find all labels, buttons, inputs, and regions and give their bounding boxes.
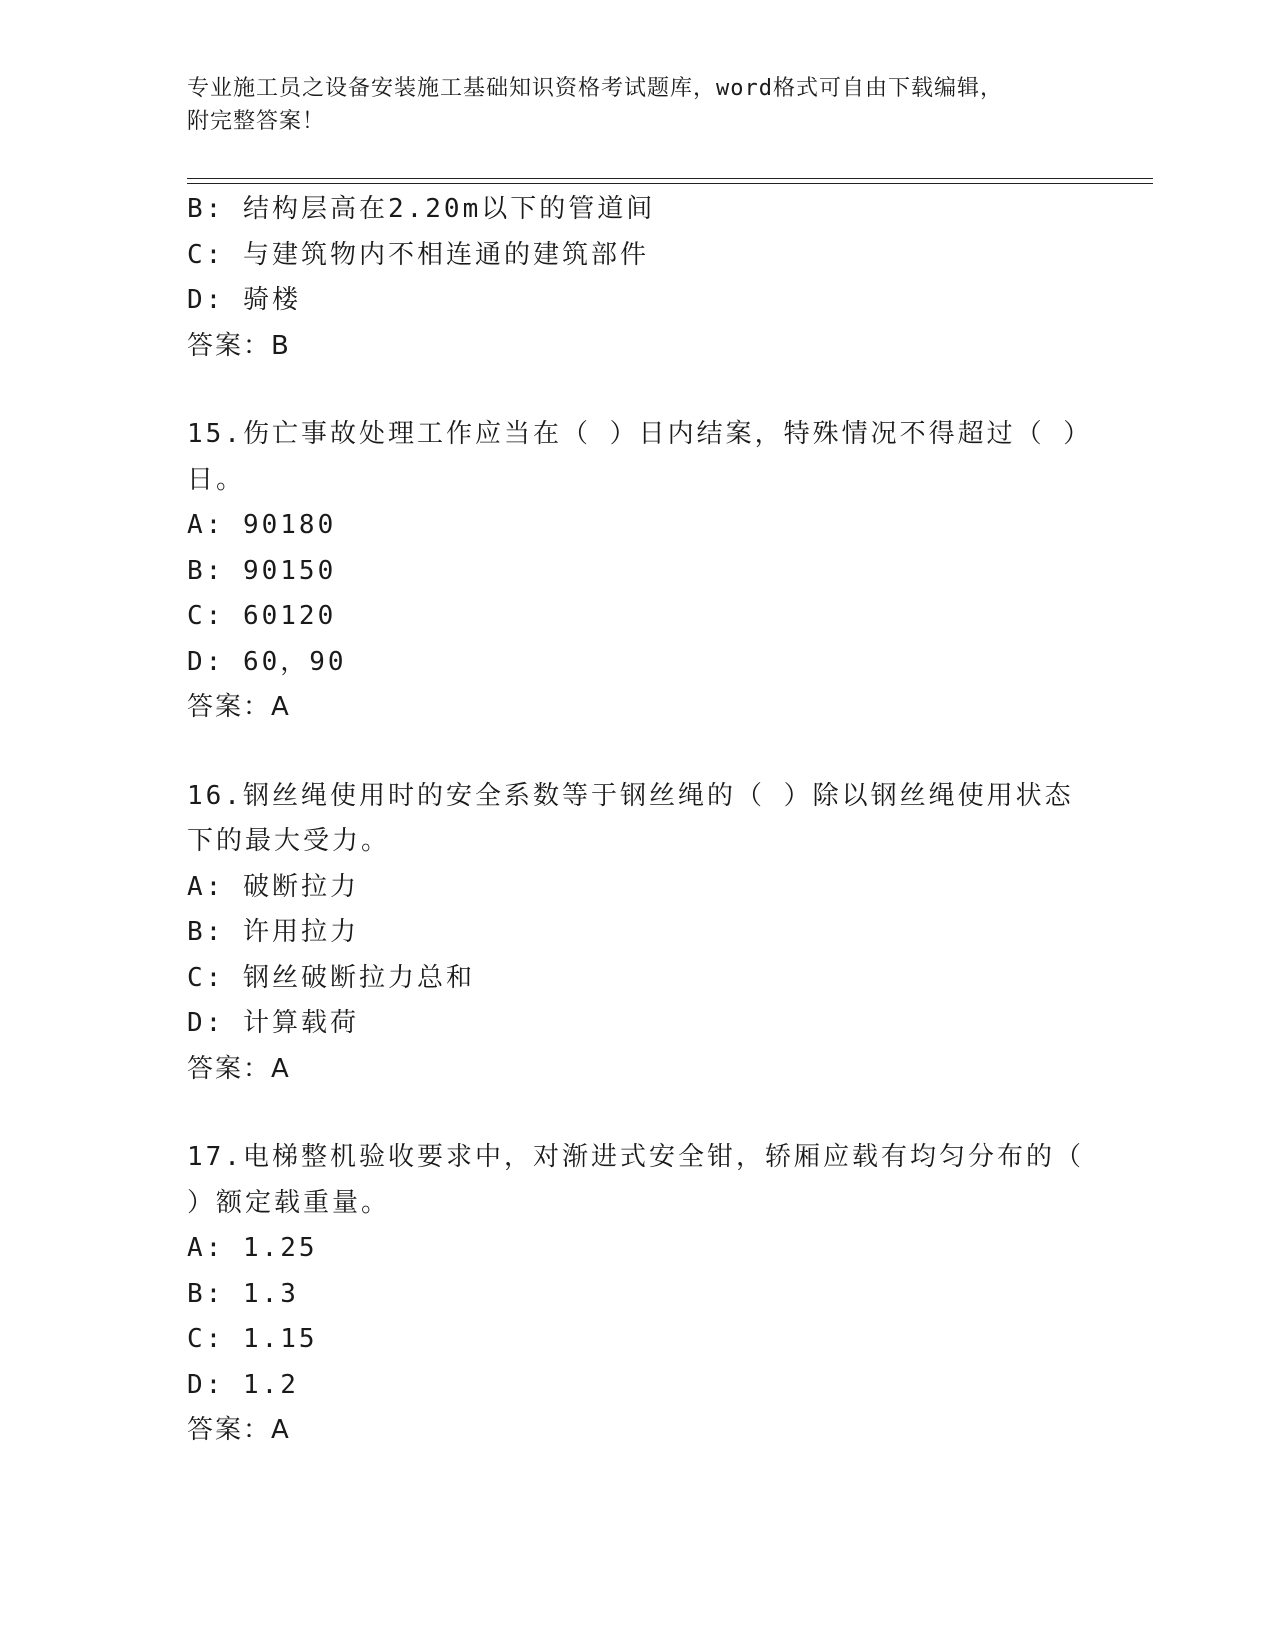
option-d: D: 骑楼 [187, 285, 301, 315]
question-17 [187, 1135, 1087, 1454]
header-divider-top [187, 178, 1153, 179]
question-15 [187, 412, 1093, 731]
option-c: C: 与建筑物内不相连通的建筑部件 [187, 239, 649, 270]
answer-line: 答案：A [187, 692, 291, 722]
question-stem-continued: 日。 [187, 464, 246, 495]
option-c: C: 60120 [187, 601, 337, 631]
header-line-2: 附完整答案！ [187, 109, 326, 134]
question-stem-continued: ）额定载重量。 [187, 1187, 391, 1218]
option-b: B: 许用拉力 [187, 917, 359, 947]
option-d: D: 60，90 [187, 646, 347, 677]
header-line-1: 专业施工员之设备安装施工基础知识资格考试题库，word格式可自由下载编辑， [187, 76, 1003, 101]
header-divider-bottom [187, 183, 1153, 184]
option-a: A: 90180 [187, 510, 337, 540]
option-a: A: 破断拉力 [187, 871, 359, 902]
question-14 [187, 187, 1087, 369]
option-b: B: 1.3 [187, 1278, 299, 1309]
answer-line: 答案：A [187, 1053, 291, 1084]
question-stem: 16.钢丝绳使用时的安全系数等于钢丝绳的（ ）除以钢丝绳使用状态 [187, 780, 1074, 811]
answer-line: 答案：A [187, 1415, 291, 1445]
option-b: B: 90150 [187, 555, 337, 586]
question-list [187, 187, 1093, 1454]
answer-line: 答案：B [187, 330, 291, 361]
option-c: C: 1.15 [187, 1324, 318, 1354]
question-stem: 17.电梯整机验收要求中，对渐进式安全钳，轿厢应载有均匀分布的（ [187, 1142, 1084, 1172]
option-b: B: 结构层高在2.20m以下的管道间 [187, 194, 656, 224]
document-header [187, 72, 1067, 138]
option-c: C: 钢丝破断拉力总和 [187, 962, 475, 993]
question-stem: 15.伤亡事故处理工作应当在（ ）日内结案，特殊情况不得超过（ ） [187, 419, 1093, 449]
option-a: A: 1.25 [187, 1233, 318, 1263]
option-d: D: 1.2 [187, 1369, 299, 1400]
question-stem-continued: 下的最大受力。 [187, 826, 391, 856]
option-d: D: 计算载荷 [187, 1008, 359, 1038]
question-16 [187, 774, 1087, 1093]
